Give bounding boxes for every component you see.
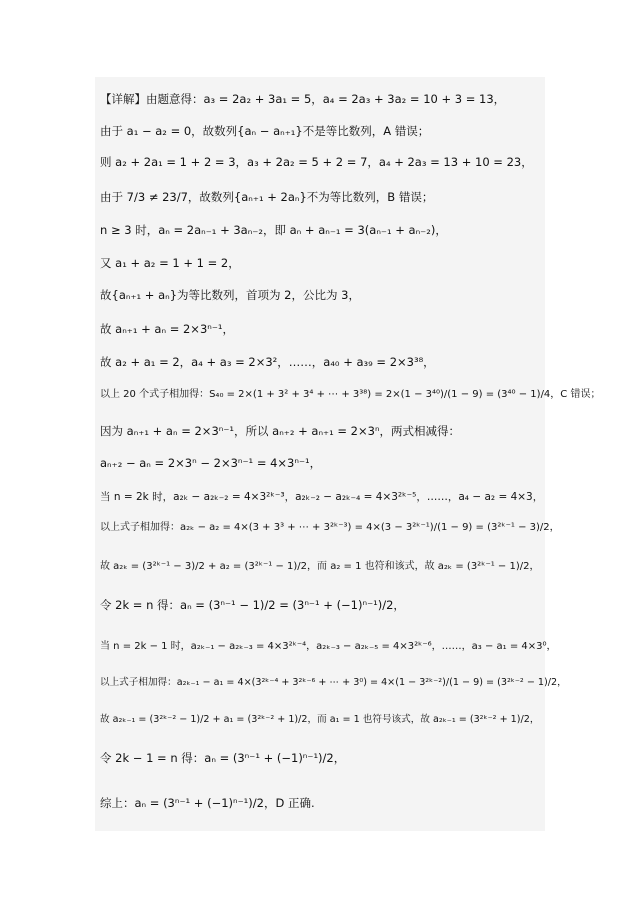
solution-line: 令 2k = n 得：aₙ = (3ⁿ⁻¹ − 1)/2 = (3ⁿ⁻¹ + (−1)ⁿ⁻¹)/2，: [100, 598, 405, 612]
solution-line: 则 a₂ + 2a₁ = 1 + 2 = 3，a₃ + 2a₂ = 5 + 2 = 7，a₄ + 2a₃ = 13 + 10 = 23，: [100, 155, 533, 169]
solution-line: 当 n = 2k 时，a₂ₖ − a₂ₖ₋₂ = 4×3²ᵏ⁻³，a₂ₖ₋₂ − a₂ₖ₋₄ = 4×3²ᵏ⁻⁵，……，a₄ − a₂ = 4×3，: [100, 491, 544, 503]
solution-line: 令 2k − 1 = n 得：aₙ = (3ⁿ⁻¹ + (−1)ⁿ⁻¹)/2，: [100, 751, 346, 765]
solution-line: 故 a₂ + a₁ = 2，a₄ + a₃ = 2×3²，……，a₄₀ + a₃₉ = 2×3³⁸，: [100, 355, 435, 369]
solution-line: 【详解】由题意得：a₃ = 2a₂ + 3a₁ = 5，a₄ = 2a₃ + 3a₂ = 10 + 3 = 13，: [100, 92, 506, 106]
solution-line: 以上式子相加得：a₂ₖ − a₂ = 4×(3 + 3³ + ⋯ + 3²ᵏ⁻³) = 4×(3 − 3²ᵏ⁻¹)/(1 − 9) = (3²ᵏ⁻¹ − 3)/2，: [100, 522, 560, 533]
solution-line: aₙ₊₂ − aₙ = 2×3ⁿ − 2×3ⁿ⁻¹ = 4×3ⁿ⁻¹，: [100, 456, 322, 470]
solution-card: [95, 77, 601, 831]
solution-line: 以上式子相加得：a₂ₖ₋₁ − a₁ = 4×(3²ᵏ⁻⁴ + 3²ᵏ⁻⁶ + ⋯ + 3⁰) = 4×(1 − 3²ᵏ⁻²)/(1 − 9) = (3²ᵏ⁻² − 1)/2，: [100, 677, 567, 688]
solution-line: 故{aₙ₊₁ + aₙ}为等比数列，首项为 2，公比为 3，: [100, 288, 360, 302]
solution-line: 当 n = 2k − 1 时，a₂ₖ₋₁ − a₂ₖ₋₃ = 4×3²ᵏ⁻⁴，a₂ₖ₋₃ − a₂ₖ₋₅ = 4×3²ᵏ⁻⁶，……，a₃ − a₁ = 4×3⁰，: [100, 641, 557, 652]
solution-line: n ≥ 3 时，aₙ = 2aₙ₋₁ + 3aₙ₋₂，即 aₙ + aₙ₋₁ = 3(aₙ₋₁ + aₙ₋₂)，: [100, 223, 447, 237]
solution-line: 又 a₁ + a₂ = 1 + 1 = 2，: [100, 256, 240, 270]
solution-line: 因为 aₙ₊₁ + aₙ = 2×3ⁿ⁻¹，所以 aₙ₊₂ + aₙ₊₁ = 2×3ⁿ，两式相减得：: [100, 424, 461, 438]
solution-line: 由于 a₁ − a₂ = 0，故数列{aₙ − aₙ₊₁}不是等比数列，A 错误；: [100, 124, 430, 138]
solution-line: 综上：aₙ = (3ⁿ⁻¹ + (−1)ⁿ⁻¹)/2，D 正确.: [100, 796, 315, 810]
solution-line: 故 a₂ₖ = (3²ᵏ⁻¹ − 3)/2 + a₂ = (3²ᵏ⁻¹ − 1)/2，而 a₂ = 1 也符和该式，故 a₂ₖ = (3²ᵏ⁻¹ − 1)/2，: [100, 561, 540, 572]
solution-line: 故 aₙ₊₁ + aₙ = 2×3ⁿ⁻¹，: [100, 322, 235, 336]
solution-line: 以上 20 个式子相加得：S₄₀ = 2×(1 + 3² + 3⁴ + ⋯ + 3³⁸) = 2×(1 − 3⁴⁰)/(1 − 9) = (3⁴⁰ − 1)/4，C 错误；: [100, 389, 601, 400]
solution-line: 故 a₂ₖ₋₁ = (3²ᵏ⁻² − 1)/2 + a₁ = (3²ᵏ⁻² + 1)/2，而 a₁ = 1 也符号该式，故 a₂ₖ₋₁ = (3²ᵏ⁻² + 1)/2，: [100, 714, 540, 725]
solution-line: 由于 7/3 ≠ 23/7，故数列{aₙ₊₁ + 2aₙ}不为等比数列，B 错误；: [100, 190, 434, 204]
